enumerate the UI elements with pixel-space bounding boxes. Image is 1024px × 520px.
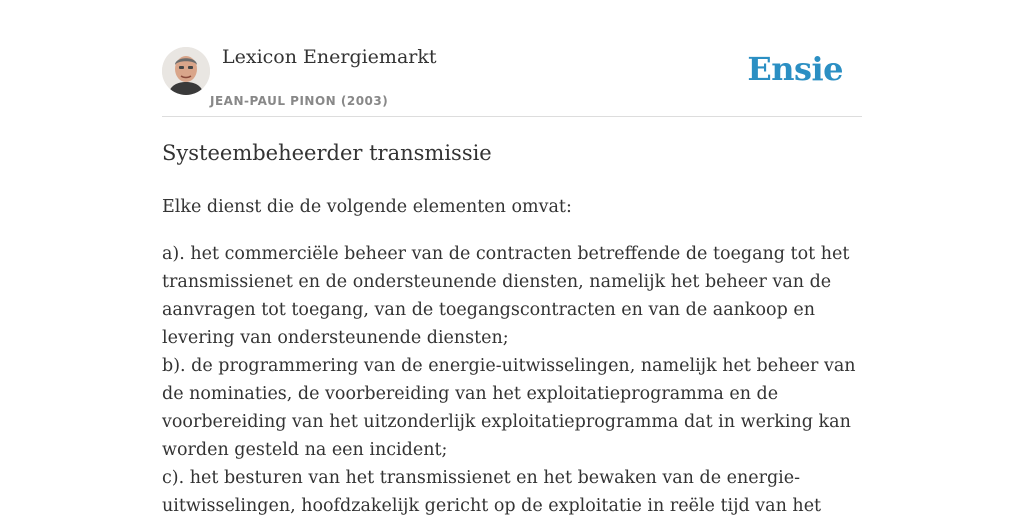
header (162, 0, 862, 117)
brand-logo[interactable]: Ensie (747, 50, 843, 88)
author-name[interactable]: JEAN-PAUL PINON (2003) (210, 94, 389, 108)
lexicon-title-link[interactable]: Lexicon Energiemarkt (222, 46, 437, 68)
article-clause-c: c). het besturen van het transmissienet en het bewaken van de energie-uitwisselingen, hoofdzakelijk gericht op de exploitatie in reële tijd van het (162, 468, 822, 516)
author-avatar[interactable] (162, 47, 210, 95)
article-title: Systeembeheerder transmissie (162, 141, 492, 165)
article-intro: Elke dienst die de volgende elementen omvat: (162, 197, 572, 217)
page (162, 0, 862, 516)
article-body (162, 193, 862, 520)
article-clause-b: b). de programmering van de energie-uitwisselingen, namelijk het beheer van de nominaties, de voorbereiding van het exploitatieprogramma en de voorbereiding van het uitzonderlijk exploitatieprogramma dat in werking kan worden gesteld na een incident; (162, 356, 856, 460)
person-icon (162, 47, 210, 95)
article-clause-a: a). het commerciële beheer van de contracten betreffende de toegang tot het transmissienet en de ondersteunende diensten, namelijk het beheer van de aanvragen tot toegang, van de toegangscontracten en van de aankoop en levering van ondersteunende diensten; (162, 244, 850, 348)
